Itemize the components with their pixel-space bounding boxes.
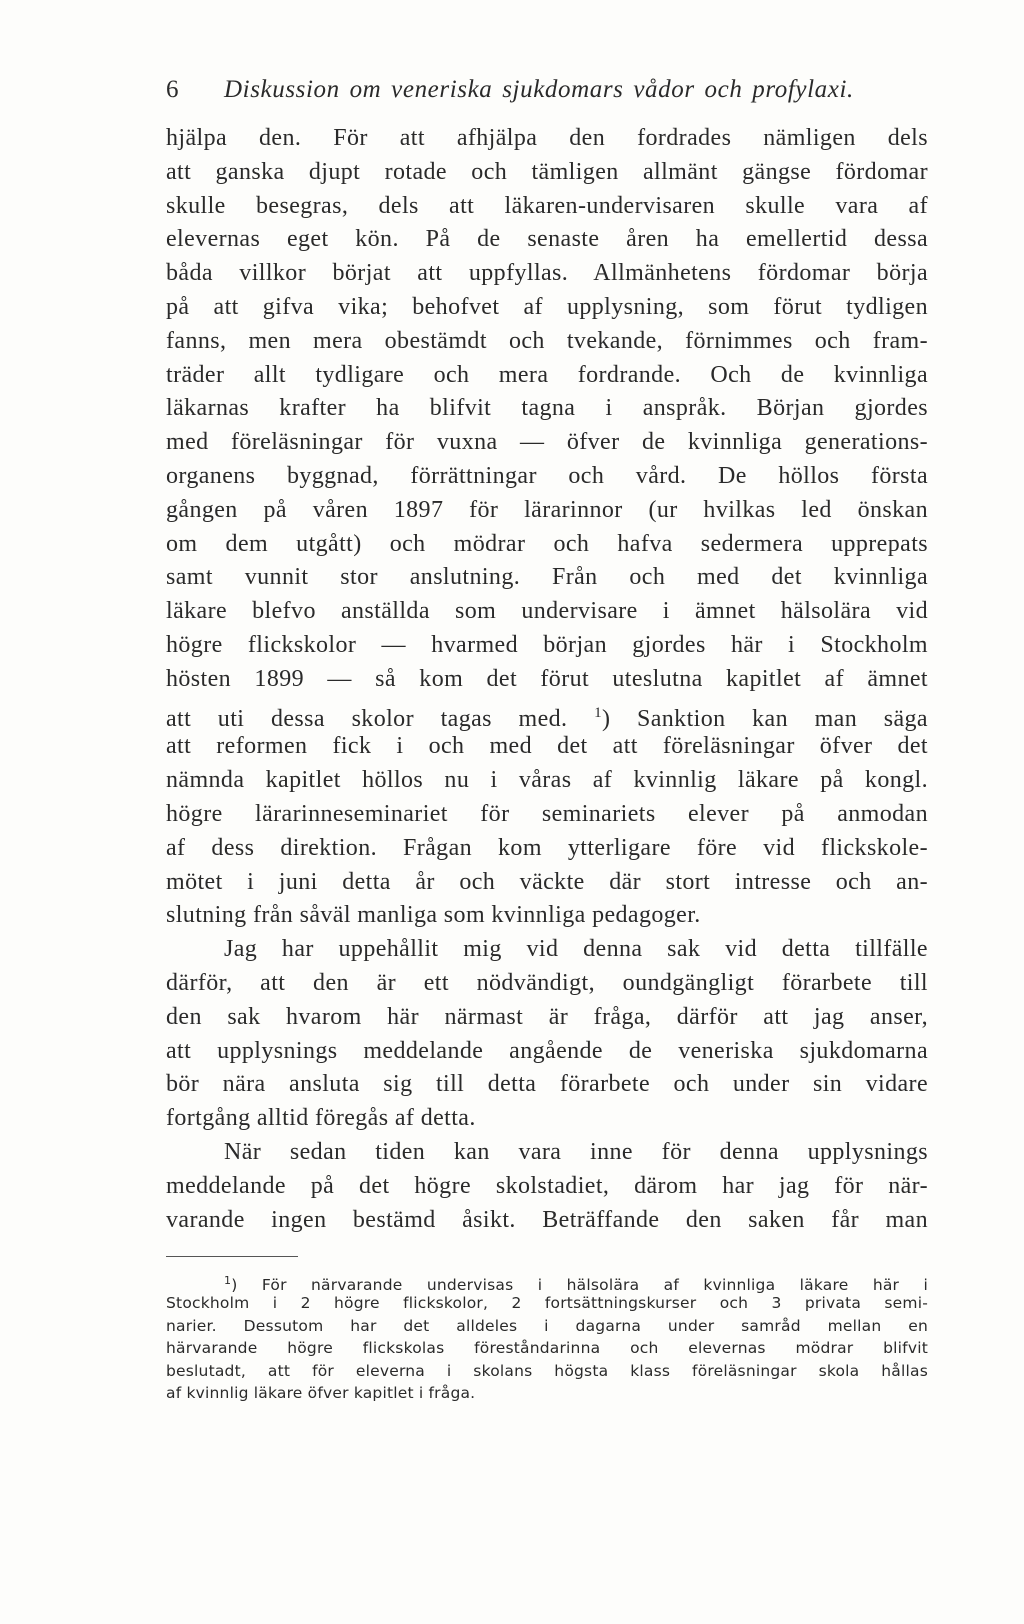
text-line: den sak hvarom här närmast är fråga, därför att jag anser, — [166, 1003, 928, 1030]
text-line: högre lärarinneseminariet för seminariets elever på anmodan — [166, 800, 928, 827]
footnote-line: beslutadt, att för eleverna i skolans högsta klass föreläsningar skola hållas — [166, 1361, 928, 1380]
text-line: med föreläsningar för vuxna — öfver de kvinnliga generations- — [166, 429, 928, 456]
text-fragment: att uti dessa skolor tagas med. — [166, 705, 568, 732]
text-line: meddelande på det högre skolstadiet, därom har jag för när- — [166, 1172, 928, 1199]
text-line: läkarnas krafter ha blifvit tagna i anspråk. Början gjordes — [166, 395, 928, 422]
footnote-line: af kvinnlig läkare öfver kapitlet i fråga. — [166, 1383, 476, 1402]
text-line: om dem utgått) och mödrar och hafva sedermera upprepats — [166, 530, 928, 557]
text-line: hjälpa den. För att afhjälpa den fordrades nämligen dels — [166, 125, 928, 151]
text-line: att ganska djupt rotade och tämligen allmänt gängse fördomar — [166, 158, 928, 185]
footnote-line: narier. Dessutom har det alldeles i dagarna under samråd mellan en — [166, 1316, 928, 1335]
text-line: mötet i juni detta år och väckte där stort intresse och an- — [166, 868, 928, 895]
text-line: gången på våren 1897 för lärarinnor (ur hvilkas led önskan — [166, 496, 928, 523]
footnote-line: Stockholm i 2 högre flickskolor, 2 fortsättningskurser och 3 privata semi- — [166, 1294, 928, 1313]
footnote-line: härvarande högre flickskolas föreståndarinna och elevernas mödrar blifvit — [166, 1339, 928, 1358]
footnote-reference: 1 — [594, 704, 602, 721]
text-line: elevernas eget kön. På de senaste åren ha emellertid dessa — [166, 226, 928, 253]
text-line: När sedan tiden kan vara inne för denna upplysnings — [224, 1138, 928, 1165]
text-line: högre flickskolor — hvarmed början gjordes här i Stockholm — [166, 631, 928, 658]
text-line: bör nära ansluta sig till detta förarbete och under sin vidare — [166, 1071, 928, 1098]
text-line: att upplysnings meddelande angående de veneriska sjukdomarna — [166, 1037, 928, 1064]
footnote-marker: 1 — [224, 1274, 232, 1287]
footnote-text: ) För närvarande undervisas i hälsolära af kvinnliga läkare här i — [231, 1276, 928, 1294]
page-number: 6 — [166, 76, 179, 103]
text-line: hösten 1899 — så kom det förut uteslutna kapitlet af ämnet — [166, 665, 928, 692]
text-line: träder allt tydligare och mera fordrande. Och de kvinnliga — [166, 361, 928, 388]
text-line: af dess direktion. Frågan kom ytterligare före vid flickskole- — [166, 834, 928, 861]
text-line: varande ingen bestämd åsikt. Beträffande den saken får man — [166, 1206, 928, 1233]
text-line: slutning från såväl manliga som kvinnliga pedagoger. — [166, 902, 701, 929]
text-line: därför, att den är ett nödvändigt, oundgängligt förarbete till — [166, 969, 928, 996]
text-line: organens byggnad, förrättningar och vård. De höllos första — [166, 462, 928, 489]
text-line: nämnda kapitlet höllos nu i våras af kvinnlig läkare på kongl. — [166, 767, 928, 794]
text-line: att reformen fick i och med det att föreläsningar öfver det — [166, 733, 928, 760]
footnotes — [166, 1270, 928, 1404]
text-line: på att gifva vika; behofvet af upplysning, som förut tydligen — [166, 293, 928, 320]
text-line: Jag har uppehållit mig vid denna sak vid detta tillfälle — [224, 936, 928, 963]
footnote-line — [166, 1270, 928, 1292]
text-line: skulle besegras, dels att läkaren-undervisaren skulle vara af — [166, 192, 928, 219]
text-line: läkare blefvo anställda som undervisare i ämnet hälsolära vid — [166, 598, 928, 625]
text-fragment: ) Sanktion kan man säga — [601, 705, 928, 732]
text-line: fortgång alltid föregås af detta. — [166, 1105, 476, 1132]
text-line: samt vunnit stor anslutning. Från och med det kvinnliga — [166, 564, 928, 591]
text-line: båda villkor börjat att uppfyllas. Allmänhetens fördomar börja — [166, 260, 928, 287]
footnote-divider — [166, 1256, 298, 1257]
running-title: Diskussion om veneriska sjukdomars vådor och profylaxi. — [224, 76, 854, 103]
body-text — [166, 122, 928, 1237]
text-line: fanns, men mera obestämdt och tvekande, förnimmes och fram- — [166, 327, 928, 354]
page-header — [166, 76, 928, 110]
text-line-with-footnote-ref — [166, 697, 928, 731]
